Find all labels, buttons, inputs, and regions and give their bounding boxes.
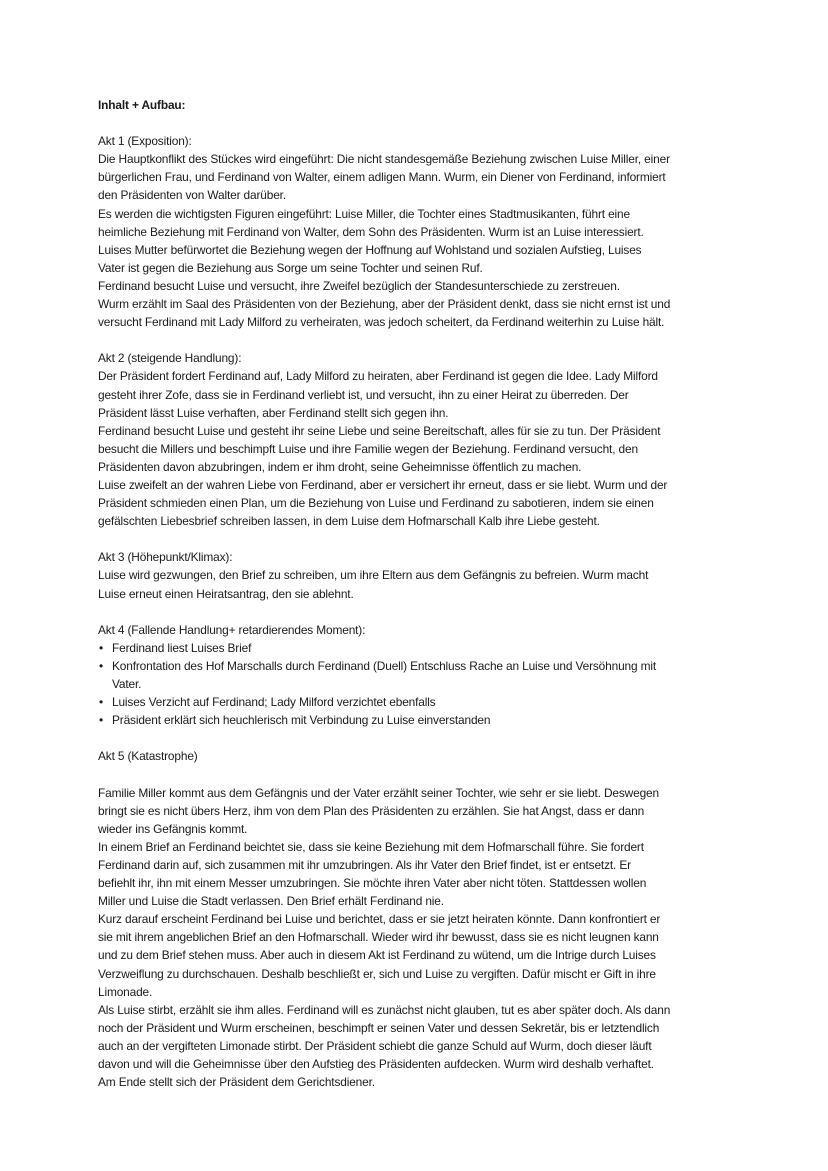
- section-akt-2: [98, 349, 758, 530]
- section-heading: Akt 1 (Exposition):: [98, 134, 192, 149]
- text-line: Die Hauptkonflikt des Stückes wird eingeführt: Die nicht standesgemäße Beziehung zwischen Luise Miller, einer: [98, 152, 670, 167]
- text-line: Familie Miller kommt aus dem Gefängnis und der Vater erzählt seiner Tochter, wie sehr er sie liebt. Deswegen: [98, 785, 659, 800]
- text-line: Luise erneut einen Heiratsantrag, den sie ablehnt.: [98, 586, 354, 601]
- bullet-line: [98, 693, 758, 711]
- text-line: heimliche Beziehung mit Ferdinand von Walter, dem Sohn des Präsidenten. Wurm ist an Luise interessiert.: [98, 224, 644, 239]
- text-line: Als Luise stirbt, erzählt sie ihm alles. Ferdinand will es zunächst nicht glauben, tut es aber später doch. Als dann: [98, 1002, 671, 1017]
- text-line: auch an der vergifteten Limonade stirbt. Der Präsident schiebt die ganze Schuld auf Wurm, doch dieser läuft: [98, 1038, 652, 1053]
- text-line: Limonade.: [98, 984, 153, 999]
- text-line: Luises Mutter befürwortet die Beziehung wegen der Hoffnung auf Wohlstand und sozialen Aufstieg, Luises: [98, 242, 642, 257]
- text-line: bürgerlichen Frau, und Ferdinand von Walter, einem adligen Mann. Wurm, ein Diener von Ferdinand, informiert: [98, 170, 666, 185]
- text-line: Kurz darauf erscheint Ferdinand bei Luise und berichtet, dass er sie jetzt heiraten könnte. Dann konfrontiert er: [98, 912, 661, 927]
- text-line: noch der Präsident und Wurm erscheinen, beschimpft er seinen Vater und dessen Sekretär, bis er letztendlich: [98, 1020, 660, 1035]
- text-line: Luise zweifelt an der wahren Liebe von Ferdinand, aber er versichert ihr erneut, dass er sie liebt. Wurm und der: [98, 477, 668, 492]
- bullet-icon: •: [99, 695, 104, 710]
- text-line: Der Präsident fordert Ferdinand auf, Lady Milford zu heiraten, aber Ferdinand ist gegen die Idee. Lady Milford: [98, 369, 658, 384]
- bullet-text: Konfrontation des Hof Marschalls durch Ferdinand (Duell) Entschluss Rache an Luise und Versöhnung mit: [112, 658, 657, 673]
- text-line: versucht Ferdinand mit Lady Milford zu verheiraten, was jedoch scheitert, da Ferdinand weiterhin zu Luise hält.: [98, 315, 665, 330]
- text-line: Ferdinand besucht Luise und versucht, ihre Zweifel bezüglich der Standesunterschiede zu zerstreuen.: [98, 278, 620, 293]
- section-akt-5: [98, 747, 758, 1091]
- section-heading: Akt 5 (Katastrophe): [98, 749, 198, 764]
- text-line: Ferdinand darin auf, sich zusammen mit ihr umzubringen. Als ihr Vater den Brief findet, ist er entsetzt. Er: [98, 857, 631, 872]
- text-line: besucht die Millers und beschimpft Luise und ihre Familie wegen der Beziehung. Ferdinand versucht, den: [98, 441, 638, 456]
- spacer: [98, 765, 758, 783]
- text-line: Am Ende stellt sich der Präsident dem Gerichtsdiener.: [98, 1075, 375, 1090]
- text-line: Präsidenten davon abzubringen, indem er ihm droht, seine Geheimnisse öffentlich zu machen.: [98, 459, 582, 474]
- text-line: davon und will die Geheimnisse über den Aufstieg des Präsidenten aufdecken. Wurm wird deshalb verhaftet.: [98, 1056, 654, 1071]
- text-line: bringt sie es nicht übers Herz, ihm von dem Plan des Präsidenten zu erzählen. Sie hat Angst, dass er dann: [98, 803, 645, 818]
- section-akt-4: [98, 621, 758, 730]
- section-heading: Akt 4 (Fallende Handlung+ retardierendes Moment):: [98, 622, 366, 637]
- text-line: In einem Brief an Ferdinand beichtet sie, dass sie keine Beziehung mit dem Hofmarschall führe. Sie fordert: [98, 839, 644, 854]
- section-heading: Akt 2 (steigende Handlung):: [98, 351, 242, 366]
- bullet-text: Präsident erklärt sich heuchlerisch mit Verbindung zu Luise einverstanden: [112, 713, 491, 728]
- bullet-icon: •: [99, 658, 104, 673]
- text-line: Vater ist gegen die Beziehung aus Sorge um seine Tochter und seinen Ruf.: [98, 260, 483, 275]
- document-page: [98, 96, 758, 1091]
- text-line: sie mit ihrem angeblichen Brief an den Hofmarschall. Wieder wird ihr bewusst, dass sie es nicht leugnen kann: [98, 930, 659, 945]
- text-line: Wurm erzählt im Saal des Präsidenten von der Beziehung, aber der Präsident denkt, dass sie nicht ernst ist und: [98, 297, 671, 312]
- bullet-line: [98, 639, 758, 657]
- text-line: Es werden die wichtigsten Figuren eingeführt: Luise Miller, die Tochter eines Stadtmusikanten, führt eine: [98, 206, 630, 221]
- bullet-item: [98, 657, 758, 693]
- bullet-line: [98, 675, 758, 693]
- text-line: wieder ins Gefängnis kommt.: [98, 821, 248, 836]
- text-line: Präsident schmieden einen Plan, um die Beziehung von Luise und Ferdinand zu sabotieren, indem sie einen: [98, 496, 654, 511]
- bullet-line: [98, 657, 758, 675]
- text-line: Präsident lässt Luise verhaften, aber Ferdinand stellt sich gegen ihn.: [98, 405, 449, 420]
- text-line: und zu dem Brief stehen muss. Aber auch in diesem Akt ist Ferdinand zu wütend, um die Intrige durch Luises: [98, 948, 656, 963]
- sections: [98, 132, 758, 1091]
- spacer: [98, 530, 758, 548]
- bullet-text: Vater.: [112, 677, 142, 691]
- bullet-item: [98, 693, 758, 711]
- spacer: [98, 114, 758, 132]
- bullet-item: [98, 639, 758, 657]
- text-line: Miller und Luise die Stadt verlassen. Den Brief erhält Ferdinand nie.: [98, 894, 444, 909]
- bullet-text: Ferdinand liest Luises Brief: [112, 640, 252, 655]
- spacer: [98, 603, 758, 621]
- text-line: Verzweiflung zu durchschauen. Deshalb beschließt er, sich und Luise zu vergiften. Dafür mischt er Gift in ihre: [98, 966, 656, 981]
- section-heading: Akt 3 (Höhepunkt/Klimax):: [98, 550, 233, 565]
- section-akt-3: [98, 548, 758, 602]
- spacer: [98, 331, 758, 349]
- bullet-icon: •: [99, 640, 104, 655]
- text-line: gesteht ihrer Zofe, dass sie in Ferdinand verliebt ist, und versucht, ihn zu einer Heirat zu überreden. Der: [98, 387, 629, 402]
- text-line: den Präsidenten von Walter darüber.: [98, 188, 286, 203]
- section-akt-1: [98, 132, 758, 331]
- bullet-item: [98, 711, 758, 729]
- bullet-line: [98, 711, 758, 729]
- text-line: befiehlt ihr, ihn mit einem Messer umzubringen. Sie möchte ihren Vater aber nicht töten. Stattdessen wollen: [98, 876, 647, 891]
- bullet-icon: •: [99, 713, 104, 728]
- text-line: Luise wird gezwungen, den Brief zu schreiben, um ihre Eltern aus dem Gefängnis zu befreien. Wurm macht: [98, 568, 649, 583]
- bullet-text: Luises Verzicht auf Ferdinand; Lady Milford verzichtet ebenfalls: [112, 695, 436, 710]
- text-line: gefälschten Liebesbrief schreiben lassen, in dem Luise dem Hofmarschall Kalb ihre Liebe gesteht.: [98, 514, 600, 529]
- text-line: Ferdinand besucht Luise und gesteht ihr seine Liebe und seine Bereitschaft, alles für sie zu tun. Der Präsident: [98, 423, 661, 438]
- spacer: [98, 729, 758, 747]
- document-title: Inhalt + Aufbau:: [98, 98, 186, 112]
